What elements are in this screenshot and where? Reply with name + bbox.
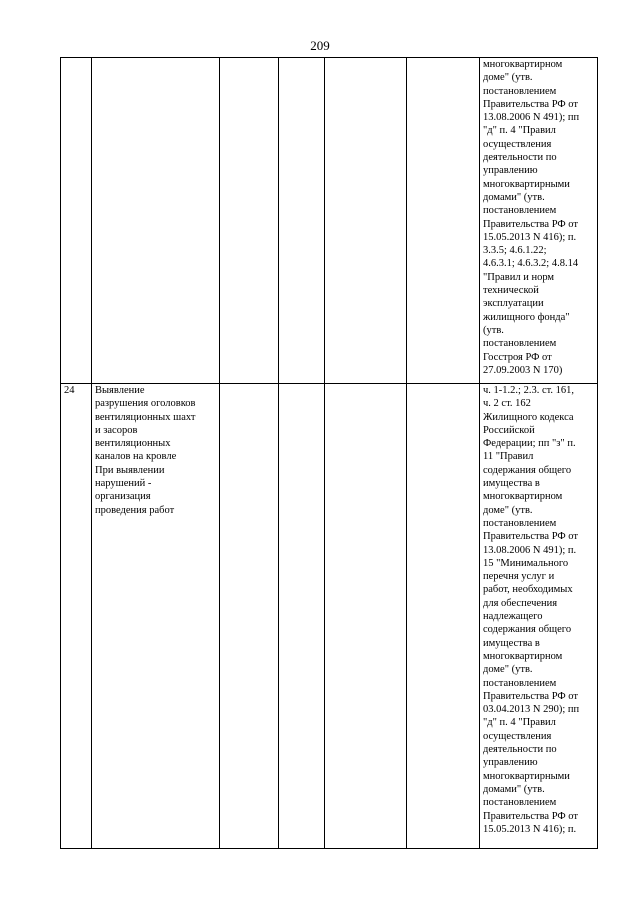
- legal-basis-cell: ч. 1-1.2.; 2.3. ст. 161, ч. 2 ст. 162 Жилищного кодекса Российской Федерации; пп "з" п. 11 "Правил содержания общего имущества в многоквартирном доме" (утв. постановлением Правительства РФ от 13.08.2006 N 491); п. 15 "Минимального перечня услуг и работ, необходимых для обеспечения надлежащего содержания общего имущества в многоквартирном доме" (утв. постановлением Правительства РФ от 03.04.2013 N 290); пп "д" п. 4 "Правил осуществления деятельности по управлению многоквартирными домами" (утв. постановлением Правительства РФ от 15.05.2013 N 416); п.: [480, 384, 598, 849]
- empty-cell: [279, 384, 325, 849]
- table-row-continued: [61, 58, 598, 384]
- legal-basis-cell: многоквартирном доме" (утв. постановлением Правительства РФ от 13.08.2006 N 491); пп "д" п. 4 "Правил осуществления деятельности по управлению многоквартирными домами" (утв. постановлением Правительства РФ от 15.05.2013 N 416); п. 3.3.5; 4.6.1.22; 4.6.3.1; 4.6.3.2; 4.8.14 "Правил и норм технической эксплуатации жилищного фонда" (утв. постановлением Госстроя РФ от 27.09.2003 N 170): [480, 58, 598, 384]
- work-description-cell: [92, 58, 220, 384]
- requirements-table: [60, 57, 598, 849]
- row-number-cell: [61, 58, 92, 384]
- empty-cell: [407, 384, 480, 849]
- empty-cell: [325, 58, 407, 384]
- empty-cell: [325, 384, 407, 849]
- page-number: 209: [310, 38, 330, 53]
- row-number-cell: 24: [61, 384, 92, 849]
- empty-cell: [220, 384, 279, 849]
- empty-cell: [407, 58, 480, 384]
- work-description-cell: Выявление разрушения оголовков вентиляционных шахт и засоров вентиляционных каналов на кровле При выявлении нарушений - организация проведения работ: [92, 384, 220, 849]
- empty-cell: [220, 58, 279, 384]
- empty-cell: [279, 58, 325, 384]
- table-row-24: [61, 384, 598, 849]
